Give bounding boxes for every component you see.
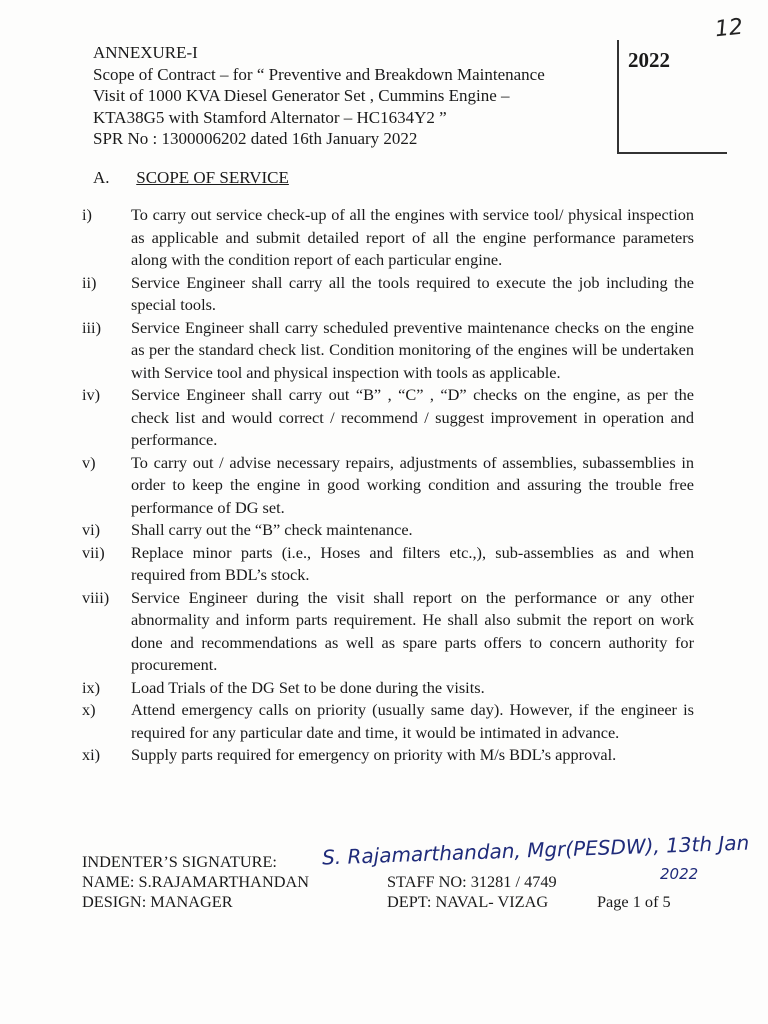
item-number: ii) <box>82 272 97 292</box>
list-item <box>82 587 694 677</box>
header-year: 2022 <box>628 48 670 72</box>
list-item <box>82 699 694 744</box>
designation-field: DESIGN: MANAGER <box>82 892 233 911</box>
signature-year: 2022 <box>660 865 699 883</box>
list-item <box>82 452 694 520</box>
header-line: ANNEXURE-I <box>93 43 198 62</box>
indenter-label: INDENTER’S SIGNATURE: <box>82 852 277 871</box>
staff-number: STAFF NO: 31281 / 4749 <box>387 872 557 891</box>
list-item <box>82 204 694 272</box>
item-number: vii) <box>82 542 105 562</box>
item-text: Supply parts required for emergency on priority with M/s BDL’s approval. <box>131 745 617 764</box>
item-text: Service Engineer shall carry out “B” , “C” , “D” checks on the engine, as per the check list and would correct / recommend / suggest improvement in operation and performance. <box>131 385 694 449</box>
list-item <box>82 272 694 317</box>
item-number: xi) <box>82 745 101 764</box>
header-line: Scope of Contract – for “ Preventive and Breakdown Maintenance <box>93 64 545 84</box>
list-item <box>82 317 694 385</box>
item-number: v) <box>82 452 96 472</box>
item-number: viii) <box>82 587 110 607</box>
header-line: KTA38G5 with Stamford Alternator – HC1634Y2 ” <box>93 107 447 127</box>
item-text: Attend emergency calls on priority (usually same day). However, if the engineer is required for any particular date and time, it would be intimated in advance. <box>131 700 694 742</box>
header-divider-vertical <box>617 40 619 154</box>
item-text: Service Engineer shall carry all the tools required to execute the job including the special tools. <box>131 272 694 314</box>
scope-list <box>82 204 694 767</box>
item-text: Service Engineer shall carry scheduled preventive maintenance checks on the engine as per the standard check list. Condition monitoring of the engines will be undertaken with Service tool and physical inspection with tools as applicable. <box>131 317 694 382</box>
item-number: vi) <box>82 520 101 539</box>
item-number: iv) <box>82 385 101 404</box>
list-item <box>82 519 694 542</box>
list-item <box>82 677 694 700</box>
name-field: NAME: S.RAJAMARTHANDAN <box>82 872 309 891</box>
signature-block <box>82 830 750 912</box>
item-text: Shall carry out the “B” check maintenance. <box>131 520 413 539</box>
item-number: x) <box>82 700 96 719</box>
header-divider-horizontal <box>617 152 727 154</box>
footer-row <box>82 872 722 892</box>
footer-row <box>82 892 722 912</box>
page-number: Page 1 of 5 <box>597 892 671 911</box>
item-text: To carry out service check-up of all the engines with service tool/ physical inspection as applicable and submit detailed report of all the engine performance parameters along with the condition report of each particular engine. <box>131 205 694 269</box>
item-text: To carry out / advise necessary repairs, adjustments of assemblies, subassemblies in order to keep the engine in good working condition and assuring the trouble free performance of DG set. <box>131 452 694 517</box>
list-item <box>82 384 694 452</box>
section-letter: A. <box>93 168 110 187</box>
header-line: Visit of 1000 KVA Diesel Generator Set , Cummins Engine – <box>93 86 510 105</box>
item-text: Service Engineer during the visit shall report on the performance or any other abnormality and inform parts requirement. He shall also submit the report on work done and recommendations as well as spare parts offers to concern authority for procurement. <box>131 587 694 674</box>
department-field: DEPT: NAVAL- VIZAG <box>387 892 549 911</box>
handwritten-signature: S. Rajamarthandan, Mgr(PESDW), 13th Jan <box>321 830 750 870</box>
section-title: SCOPE OF SERVICE <box>136 168 289 187</box>
item-text: Load Trials of the DG Set to be done during the visits. <box>131 677 485 697</box>
header-line: SPR No : 1300006202 dated 16th January 2022 <box>93 129 418 148</box>
item-text: Replace minor parts (i.e., Hoses and filters etc.,), sub-assemblies as and when required from BDL’s stock. <box>131 542 694 584</box>
section-heading <box>93 168 289 188</box>
item-number: iii) <box>82 317 101 337</box>
item-number: i) <box>82 205 92 224</box>
page-mark: 12 <box>713 14 745 43</box>
header-block <box>93 42 618 152</box>
list-item <box>82 744 694 767</box>
item-number: ix) <box>82 677 101 697</box>
list-item <box>82 542 694 587</box>
